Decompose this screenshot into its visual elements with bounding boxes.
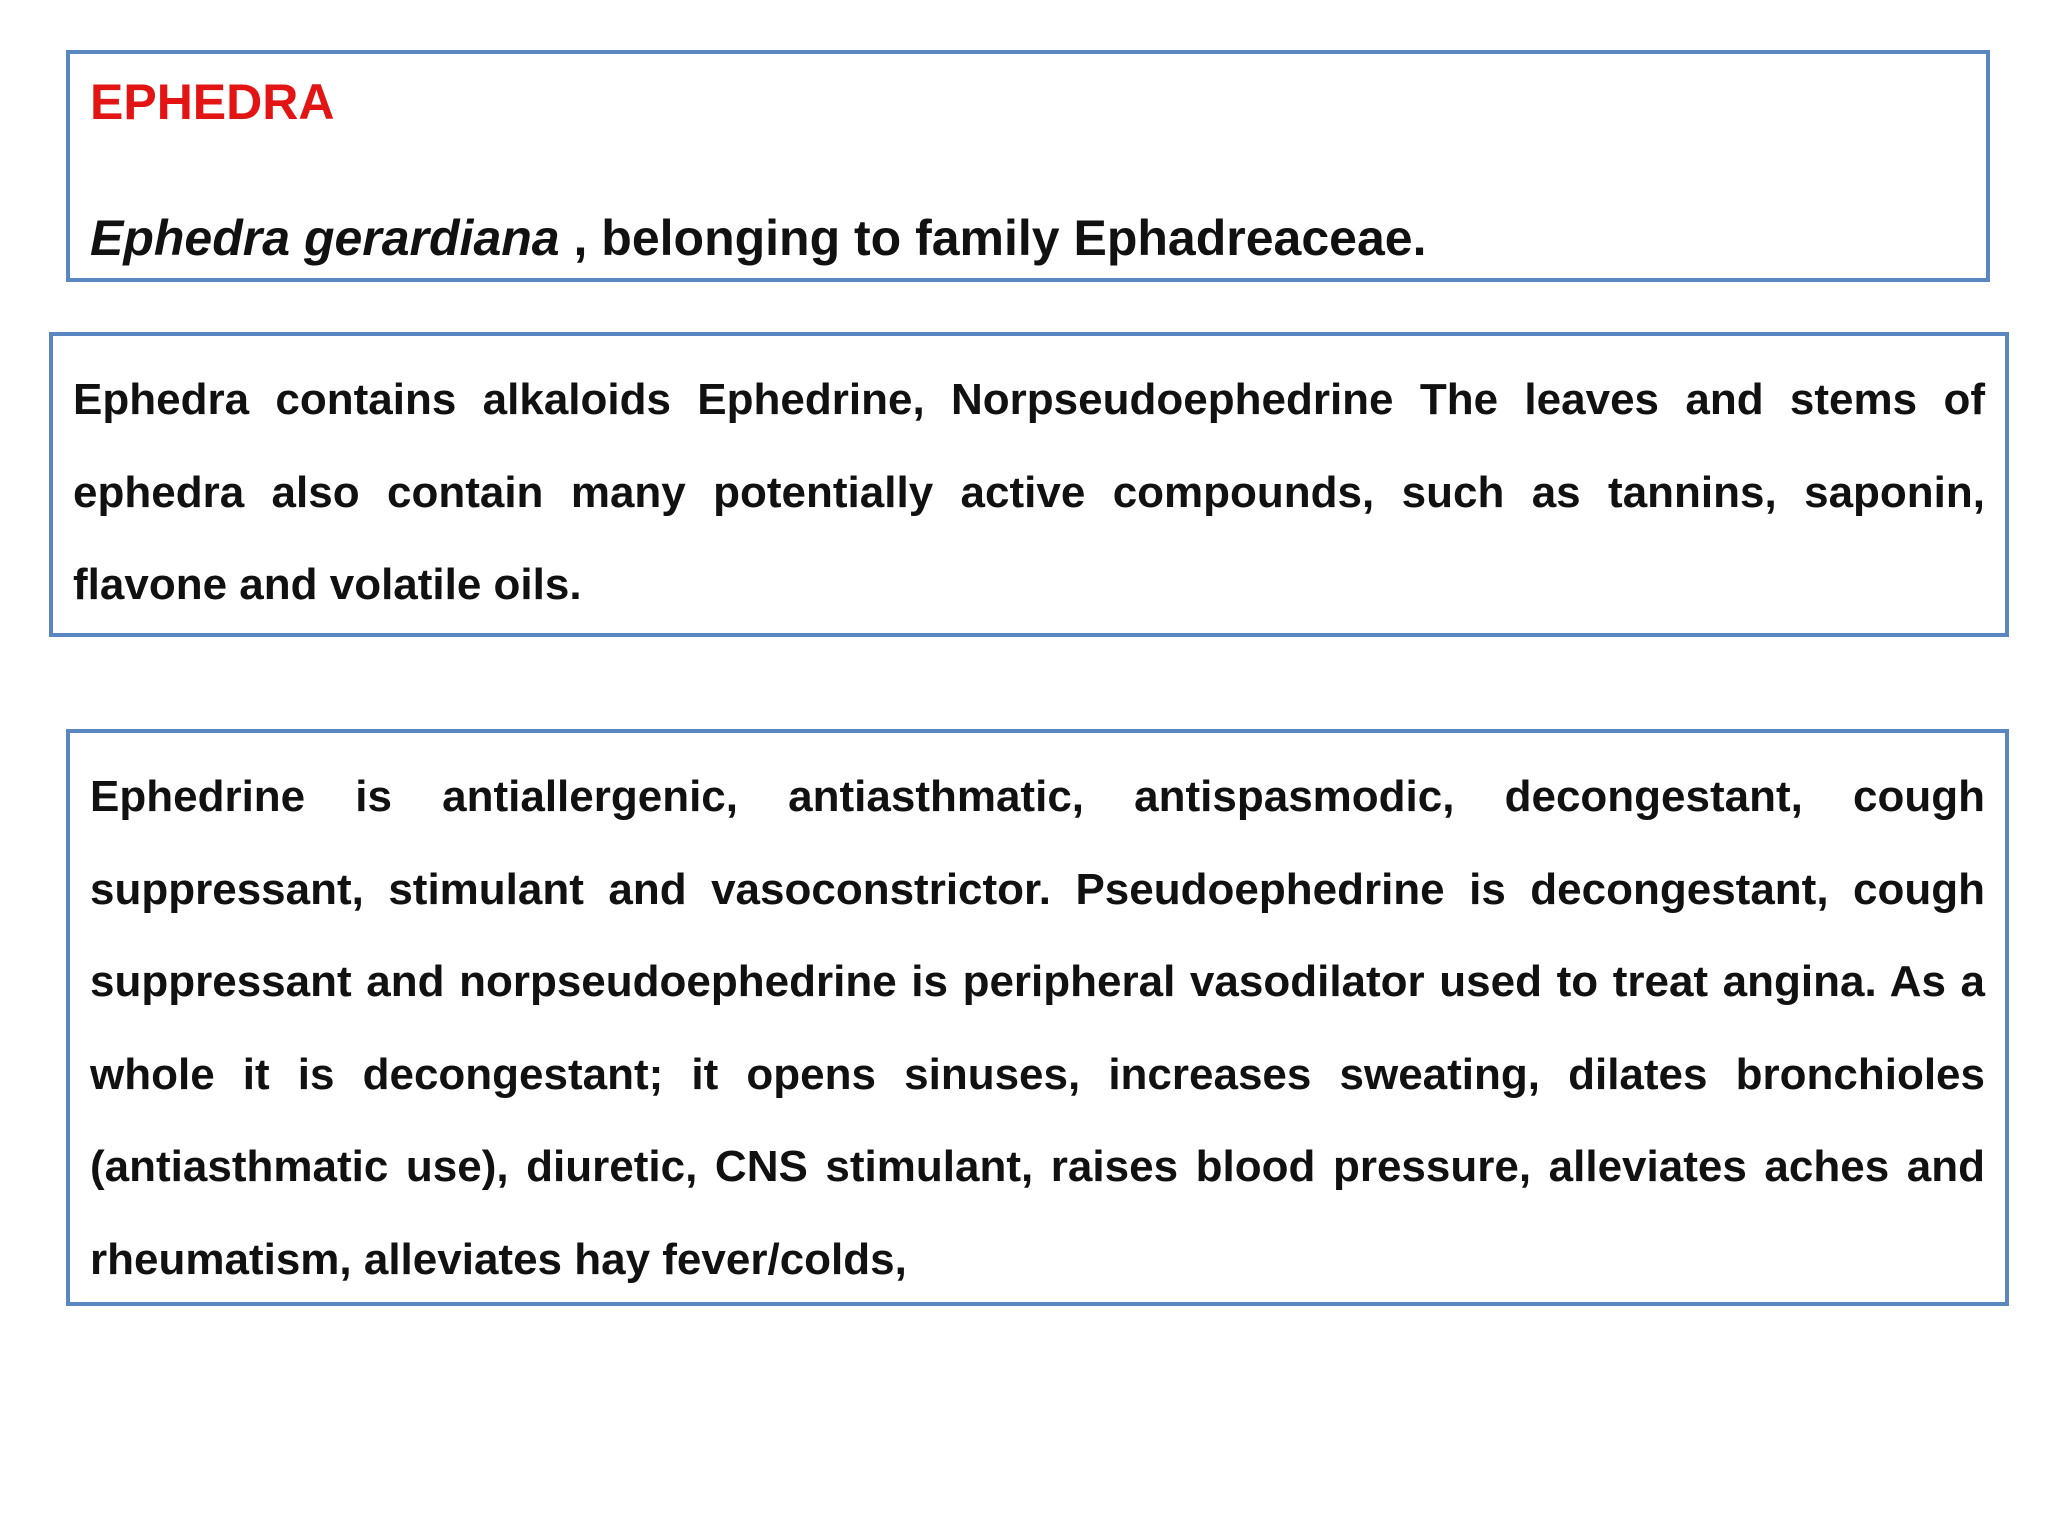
page-title: EPHEDRA bbox=[90, 74, 335, 130]
family-text: , belonging to family Ephadreaceae. bbox=[559, 210, 1427, 266]
species-name: Ephedra gerardiana bbox=[90, 210, 560, 266]
uses-paragraph: Ephedrine is antiallergenic, antiasthmatic, antispasmodic, decongestant, cough suppressant, stimulant and vasoconstrictor. Pseudoephedrine is decongestant, cough suppressant and norpseudoephedrine is peripheral vasodilator used to treat angina. As a whole it is decongestant; it opens sinuses, increases sweating, dilates bronchioles (antiasthmatic use), diuretic, CNS stimulant, raises blood pressure, alleviates aches and rheumatism, alleviates hay fever/colds, bbox=[90, 772, 1985, 1284]
species-line bbox=[90, 204, 1966, 272]
title-box bbox=[66, 50, 1990, 282]
uses-box bbox=[66, 729, 2009, 1306]
composition-box bbox=[49, 332, 2009, 637]
composition-paragraph: Ephedra contains alkaloids Ephedrine, Norpseudoephedrine The leaves and stems of ephedra also contain many potentially active compounds, such as tannins, saponin, flavone and volatile oils. bbox=[73, 375, 1985, 609]
